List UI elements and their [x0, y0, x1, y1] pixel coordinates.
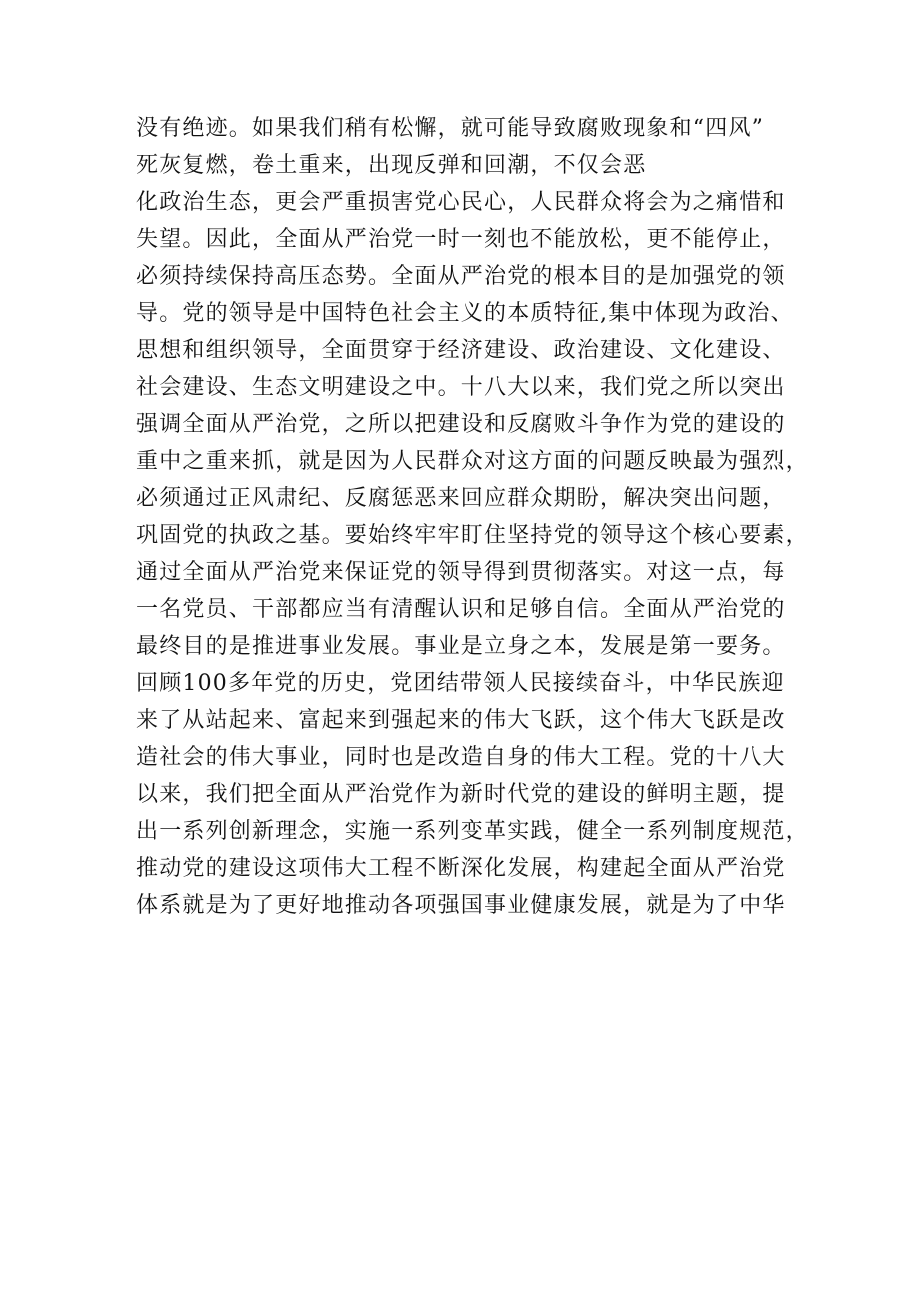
text-line: 失望。因此，全面从严治党一时一刻也不能放松，更不能停止， [136, 227, 786, 252]
text-line: 最终目的是推进事业发展。事业是立身之本，发展是第一要务。 [136, 634, 786, 659]
text-line: 回顾100多年党的历史，党团结带领人民接续奋斗，中华民族迎 [136, 671, 785, 696]
text-line: 来了从站起来、富起来到强起来的伟大飞跃，这个伟大飞跃是改 [136, 708, 786, 733]
text-line: 必须通过正风肃纪、反腐惩恶来回应群众期盼，解决突出问题， [136, 486, 786, 511]
text-line: 化政治生态，更会严重损害党心民心，人民群众将会为之痛惜和 [136, 190, 786, 215]
text-line: 社会建设、生态文明建设之中。十八大以来，我们党之所以突出 [136, 375, 786, 400]
body-text [136, 110, 816, 924]
text-line: 造社会的伟大事业，同时也是改造自身的伟大工程。党的十八大 [136, 745, 786, 770]
text-line: 导。党的领导是中国特色社会主义的本质特征,集中体现为政治、 [136, 301, 794, 326]
text-line: 以来，我们把全面从严治党作为新时代党的建设的鲜明主题，提 [136, 782, 786, 807]
text-line: 体系就是为了更好地推动各项强国事业健康发展，就是为了中华 [136, 893, 786, 918]
text-line: 强调全面从严治党，之所以把建设和反腐败斗争作为党的建设的 [136, 412, 786, 437]
text-line: 一名党员、干部都应当有清醒认识和足够自信。全面从严治党的 [136, 597, 786, 622]
text-line: 出一系列创新理念，实施一系列变革实践，健全一系列制度规范， [136, 819, 809, 844]
text-line: 死灰复燃，卷土重来，出现反弹和回潮，不仅会恶 [136, 153, 647, 178]
text-line: 巩固党的执政之基。要始终牢牢盯住坚持党的领导这个核心要素， [136, 523, 809, 548]
text-line: 没有绝迹。如果我们稍有松懈，就可能导致腐败现象和“四风” [136, 116, 765, 141]
text-line: 思想和组织领导，全面贯穿于经济建设、政治建设、文化建设、 [136, 338, 786, 363]
text-line: 推动党的建设这项伟大工程不断深化发展，构建起全面从严治党 [136, 856, 786, 881]
text-line: 重中之重来抓，就是因为人民群众对这方面的问题反映最为强烈， [136, 449, 809, 474]
text-line: 通过全面从严治党来保证党的领导得到贯彻落实。对这一点，每 [136, 560, 786, 585]
text-line: 必须持续保持高压态势。全面从严治党的根本目的是加强党的领 [136, 264, 786, 289]
